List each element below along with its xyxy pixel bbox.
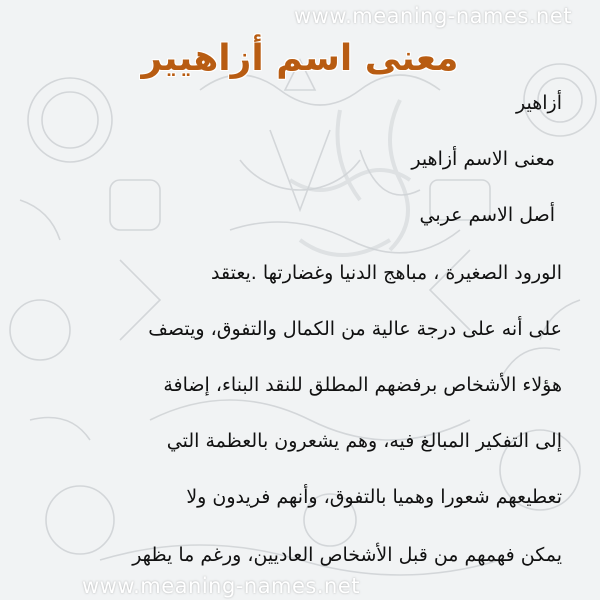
watermark-bottom: www.meaning-names.net	[82, 574, 361, 598]
description-line-6: يمكن فهمهم من قبل الأشخاص العاديين، ورغم ما يظهر	[132, 544, 562, 566]
description-line-5: تعطيعهم شعورا وهميا بالتفوق، وأنهم فريدون ولا	[186, 486, 562, 508]
description-line-2: على أنه على درجة عالية من الكمال والتفوق، ويتصف	[148, 318, 562, 340]
meaning-heading-line: معنى الاسم أزاهير	[411, 148, 555, 170]
description-line-4: إلى التفكير المبالغ فيه، وهم يشعرون بالعظمة التي	[166, 430, 562, 452]
page-title: معنى اسم أزاهيير	[141, 38, 459, 80]
description-line-3: هؤلاء الأشخاص برفضهم المطلق للنقد البناء، إضافة	[163, 374, 562, 396]
origin-line: أصل الاسم عربي	[419, 204, 555, 226]
name-line: أزاهير	[516, 92, 562, 114]
description-line-1: الورود الصغيرة ، مباهج الدنيا وغضارتها .يعتقد	[211, 262, 562, 284]
watermark-top: www.meaning-names.net	[293, 4, 572, 28]
